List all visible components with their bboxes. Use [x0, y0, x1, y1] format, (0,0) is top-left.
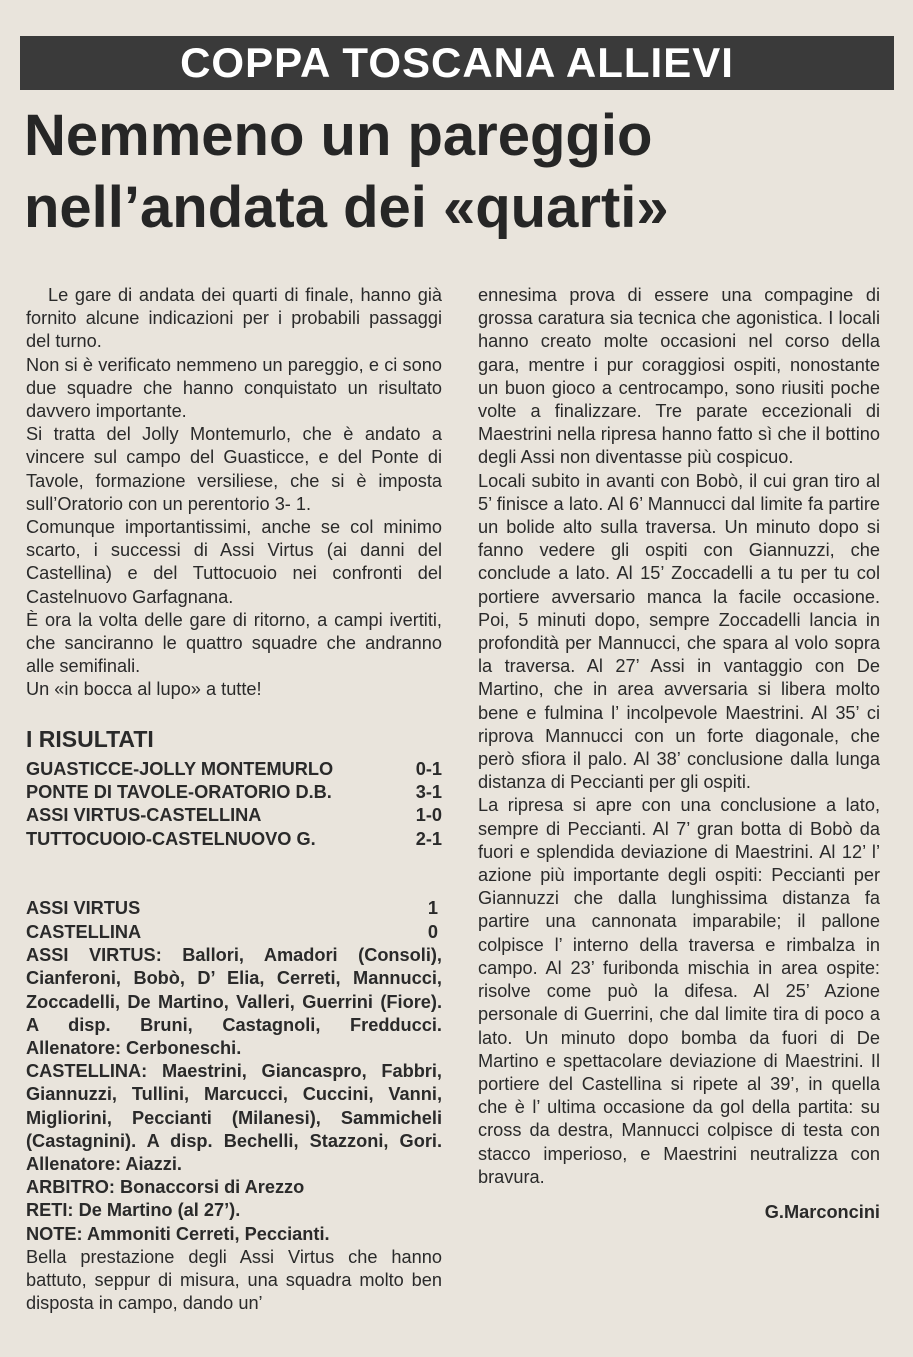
notes-text: Ammoniti Cerreti, Peccianti.	[86, 1223, 330, 1244]
goals	[26, 1199, 442, 1222]
scoreline-row	[26, 897, 442, 920]
lineup-castellina	[26, 1060, 442, 1176]
comment-paragraph: Bella prestazione degli Assi Virtus che hanno battuto, seppur di misura, una squadra molto ben disposta in campo, dando un’	[26, 1246, 442, 1314]
scoreline	[26, 897, 442, 944]
intro-paragraph: Comunque importantissimi, anche se col minimo scarto, i successi di Assi Virtus (ai danni del Castellina) e del Tuttocuoio nei confronti del Castelnuovo Garfagnana.	[26, 517, 442, 607]
intro-paragraph: Si tratta del Jolly Montemurlo, che è andato a vincere sul campo del Guasticce, e del Ponte di Tavole, formazione versiliese, che si è imposta sull’Oratorio con un perentorio 3- 1.	[26, 424, 442, 514]
scoreline-goals: 1	[427, 898, 438, 919]
headline-line-1: Nemmeno un pareggio	[24, 103, 653, 168]
goals-text: De Martino (al 27’).	[78, 1200, 241, 1221]
result-score: 2-1	[415, 828, 442, 849]
result-row	[26, 781, 442, 804]
scoreline-goals: 0	[427, 921, 438, 942]
result-row	[26, 804, 442, 827]
lineup-label: CASTELLINA:	[26, 1061, 148, 1082]
referee-text: Bonaccorsi di Arezzo	[119, 1177, 305, 1198]
result-match: TUTTOCUOIO-CASTELNUOVO G.	[26, 828, 316, 849]
result-match: PONTE DI TAVOLE-ORATORIO D.B.	[26, 782, 332, 803]
intro-paragraph: Le gare di andata dei quarti di finale, hanno già fornito alcune indicazioni per i probabili passaggi del turno.	[26, 285, 442, 352]
right-column	[478, 284, 880, 1224]
goals-label: RETI:	[26, 1200, 74, 1221]
scoreline-team: CASTELLINA	[26, 921, 142, 942]
notes	[26, 1223, 442, 1246]
results-title: I RISULTATI	[26, 725, 154, 752]
notes-label: NOTE:	[26, 1223, 83, 1244]
match-report	[26, 944, 442, 1315]
result-row	[26, 758, 442, 781]
headline-line-2: nell’andata dei «quarti»	[24, 175, 669, 240]
result-match: ASSI VIRTUS-CASTELLINA	[26, 805, 262, 826]
result-match: GUASTICCE-JOLLY MONTEMURLO	[26, 758, 334, 779]
intro-paragraph: È ora la volta delle gare di ritorno, a campi ivertiti, che sanciranno le quattro squadre che andranno alle semifinali.	[26, 609, 442, 677]
left-column	[26, 284, 442, 1315]
results-list	[26, 758, 442, 852]
lineup-text: Maestrini, Giancaspro, Fabbri, Giannuzzi, Tullini, Marcucci, Cuccini, Vanni, Migliorini, Peccianti (Milanesi), Sammicheli (Castagnini). A disp. Bechelli, Stazzoni, Gori. Allenatore: Aiazzi.	[26, 1061, 442, 1174]
author-signature: G.Marconcini	[764, 1201, 880, 1222]
intro-paragraph: Un «in bocca al lupo» a tutte!	[26, 679, 262, 700]
scoreline-team: ASSI VIRTUS	[26, 898, 141, 919]
result-row	[26, 828, 442, 851]
referee-label: ARBITRO:	[26, 1177, 115, 1198]
section-banner: COPPA TOSCANA ALLIEVI	[20, 36, 894, 90]
scoreline-row	[26, 921, 442, 944]
result-score: 0-1	[415, 758, 442, 779]
report-paragraph: ennesima prova di essere una compagine di grossa caratura sia tecnica che agonistica. I locali hanno creato molte occasioni nel corso della gara, mentre i pur coraggiosi ospiti, nonostante un buon gioco a centrocampo, sono riusiti poche volte a finalizzare. Tre parate eccezionali di Maestrini nella ripresa hanno fatto sì che il bottino degli Assi non diventasse più cospicuo.	[478, 285, 880, 468]
lineup-label: ASSI VIRTUS:	[26, 945, 162, 966]
lineup-assi	[26, 944, 442, 1060]
lineup-text: Ballori, Amadori (Consoli), Cianferoni, Bobò, D’ Elia, Cerreti, Mannucci, Zoccadelli, De Martino, Valleri, Guerrini (Fiore). A disp. Bruni, Castagnoli, Fredducci. Allenatore: Cerboneschi.	[26, 945, 442, 1058]
report-paragraph: La ripresa si apre con una conclusione a lato, sempre di Peccianti. Al 7’ gran botta di Bobò da fuori e splendida deviazione di Maestrini. Al 12’ l’ azione più importante degli ospiti: Peccianti per Giannuzzi che dalla lunghissima distanza fa partire una cannonata imparabile; il pallone colpisce l’ interno della traversa e rimbalza in campo. Al 23’ furibonda mischia in area ospite: risolve come può la difesa. Al 25’ Azione personale di Guerrini, che dal limite tira di poco a lato. Un minuto dopo bomba da fuori di De Martino e spettacolare deviazione di Maestrini. Il portiere del Castellina si ripete al 39’, in quella che è l’ ultima occasione da gol della partita: su cross da destra, Mannucci colpisce di testa con stacco imperioso, e Maestrini neutralizza con bravura.	[478, 795, 880, 1187]
intro-paragraph: Non si è verificato nemmeno un pareggio, e ci sono due squadre che hanno conquistato un risultato davvero importante.	[26, 354, 442, 422]
report-paragraph: Locali subito in avanti con Bobò, il cui gran tiro al 5’ finisce a lato. Al 6’ Mannucci dal limite fa partire un bolide alto sulla traversa. Un minuto dopo si fanno vedere gli ospiti con Giannuzzi, che conclude a lato. Al 15’ Zoccadelli a tu per tu col portiere avversario manca la facile occasione. Poi, 5 minuti dopo, sempre Zoccadelli lancia in profondità per Mannucci, che spara al volo sopra la traversa. Al 27’ Assi in vantaggio con De Martino, che in area avversaria si libera molto bene e fulmina l’ incolpevole Maestrini. Al 35’ ci riprova Mannucci con un forte diagonale, che però sfiora il palo. Al 38’ conclusione dalla lunga distanza di Peccianti per gli ospiti.	[478, 470, 880, 793]
referee	[26, 1176, 442, 1199]
result-score: 3-1	[415, 782, 442, 803]
result-score: 1-0	[415, 805, 442, 826]
headline	[24, 100, 894, 244]
